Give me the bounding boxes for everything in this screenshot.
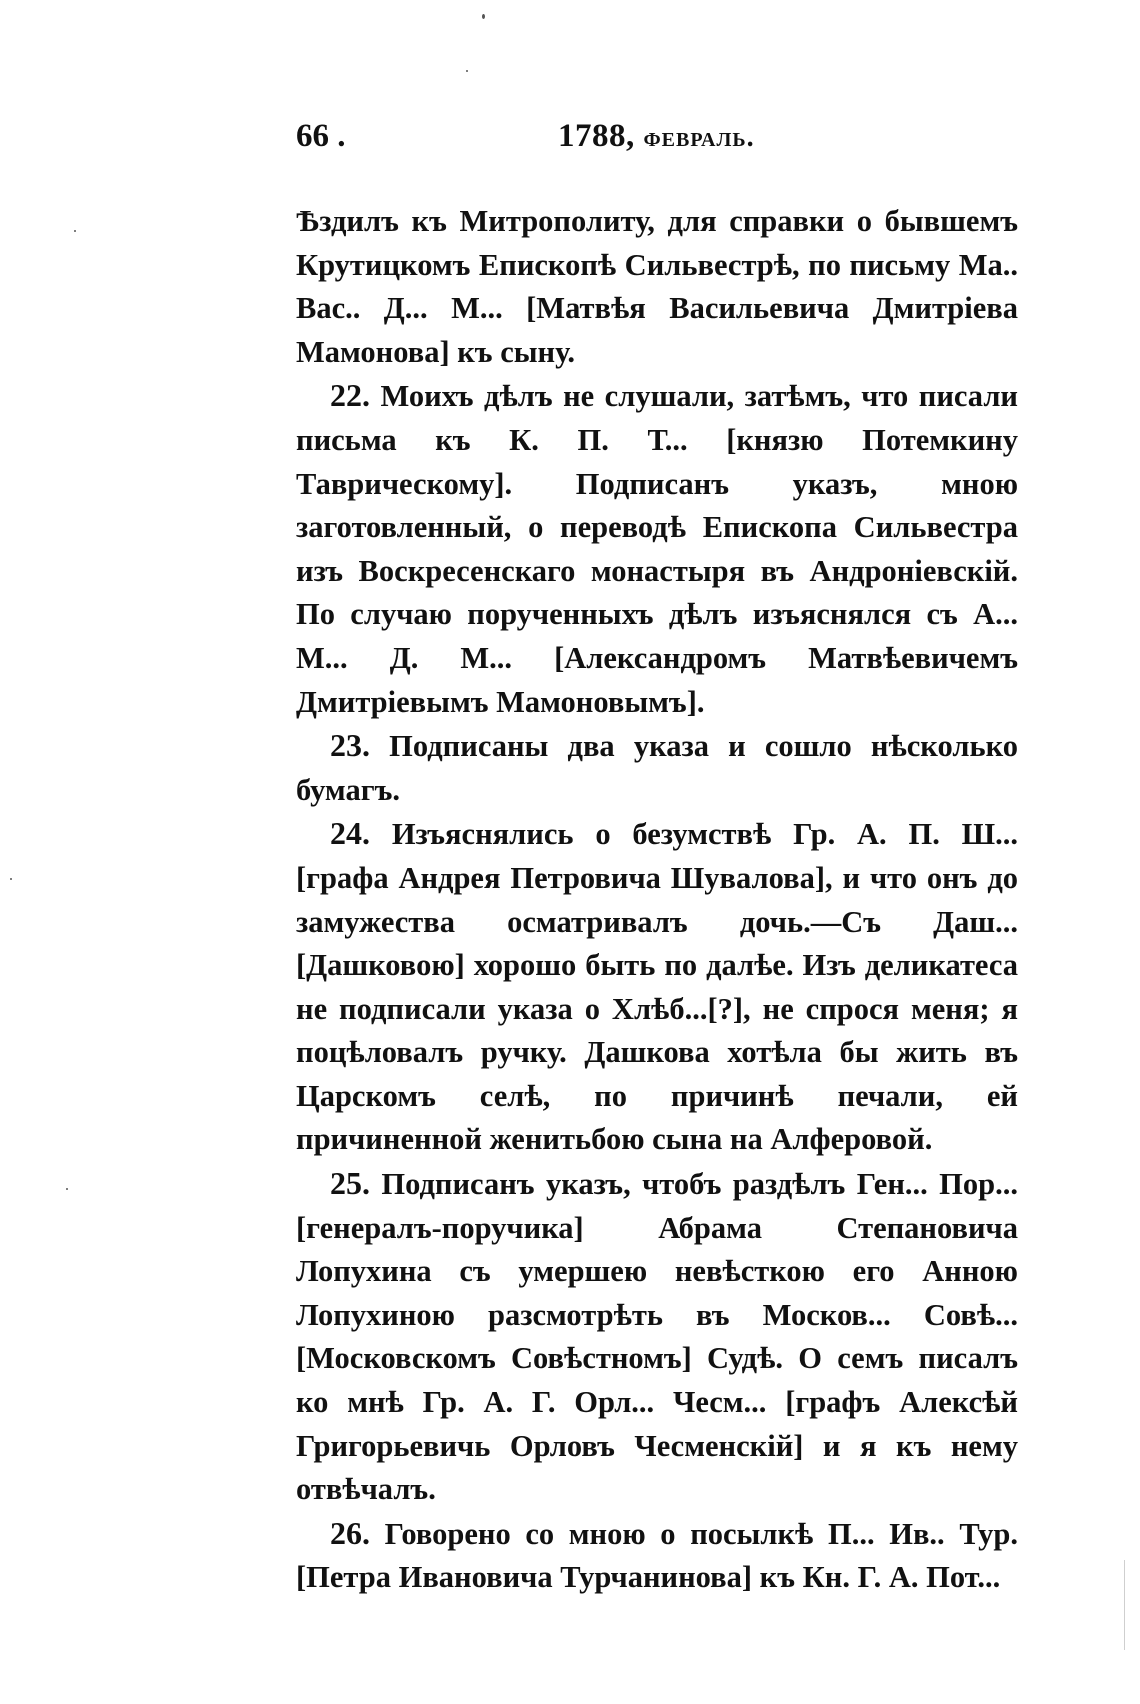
diary-entry-26: [296, 1512, 1018, 1600]
diary-text: [296, 200, 1018, 1600]
diary-entry-24: [296, 812, 1018, 1162]
diary-entry-23: [296, 724, 1018, 812]
paragraph-text: Ѣздилъ къ Митрополиту, для справки о бывшемъ Крутицкомъ Епископѣ Сильвестрѣ, по письму Ма.. Вас.. Д... М... [Матвѣя Васильевича Дмитріева Мамонова] къ сыну.: [296, 204, 1018, 369]
entry-day: 26.: [330, 1514, 370, 1551]
running-head: [558, 118, 755, 155]
entry-day: 23.: [330, 727, 370, 764]
entry-day: 22.: [330, 377, 370, 414]
diary-paragraph: [296, 200, 1018, 374]
entry-text: Моихъ дѣлъ не слушали, затѣмъ, что писали письма къ К. П. Т... [князю Потемкину Таврическому]. Подписанъ указъ, мною заготовленный, о переводѣ Епископа Сильвестра изъ Воскресенскаго монастыря въ Андроніевскій. По случаю порученныхъ дѣлъ изъяснялся съ А... М... Д. М... [Александромъ Матвѣевичемъ Дмитріевымъ Мамоновымъ].: [296, 379, 1019, 719]
entry-text: Говорено со мною о посылкѣ П... Ив.. Тур. [Петра Ивановича Турчанинова] къ Кн. Г. А. Пот...: [296, 1516, 1018, 1595]
entry-text: Изъяснялись о безумствѣ Гр. А. П. Ш... [графа Андрея Петровича Шувалова], и что онъ до замужества осматривалъ дочь.—Съ Даш... [Дашковою] хорошо быть по далѣе. Изъ деликатеса не подписали указа о Хлѣб...[?], не спрося меня; я поцѣловалъ ручку. Дашкова хотѣла бы жить въ Царскомъ селѣ, по причинѣ печали, ей причиненной женитьбою сына на Алферовой.: [296, 817, 1018, 1157]
entry-day: 25.: [330, 1165, 370, 1202]
ink-speck: [10, 878, 12, 880]
ink-speck: [482, 14, 485, 19]
running-head-year: 1788,: [558, 118, 635, 154]
diary-entry-25: [296, 1162, 1018, 1512]
page-header: [296, 118, 1016, 168]
entry-text: Подписанъ указъ, чтобъ раздѣлъ Ген... Пор... [генералъ-поручика] Абрама Степановича Лопухина съ умершею невѣсткою его Анною Лопухиною разсмотрѣть въ Москов... Совѣ... [Московскомъ Совѣстномъ] Судѣ. О семъ писалъ ко мнѣ Гр. А. Г. Орл... Чесм... [графъ Алексѣй Григорьевичь Орловъ Чесменскій] и я къ нему отвѣчалъ.: [296, 1167, 1018, 1507]
diary-entry-22: [296, 374, 1018, 724]
page-number: 66 .: [296, 118, 346, 154]
entry-day: 24.: [330, 815, 370, 852]
ink-speck: [66, 1188, 68, 1190]
scan-edge-line: [1124, 1560, 1125, 1650]
entry-text: Подписаны два указа и сошло нѣсколько бумагъ.: [296, 729, 1018, 807]
ink-speck: [466, 70, 468, 72]
running-head-month: февраль.: [643, 122, 755, 153]
ink-speck: [74, 230, 76, 232]
